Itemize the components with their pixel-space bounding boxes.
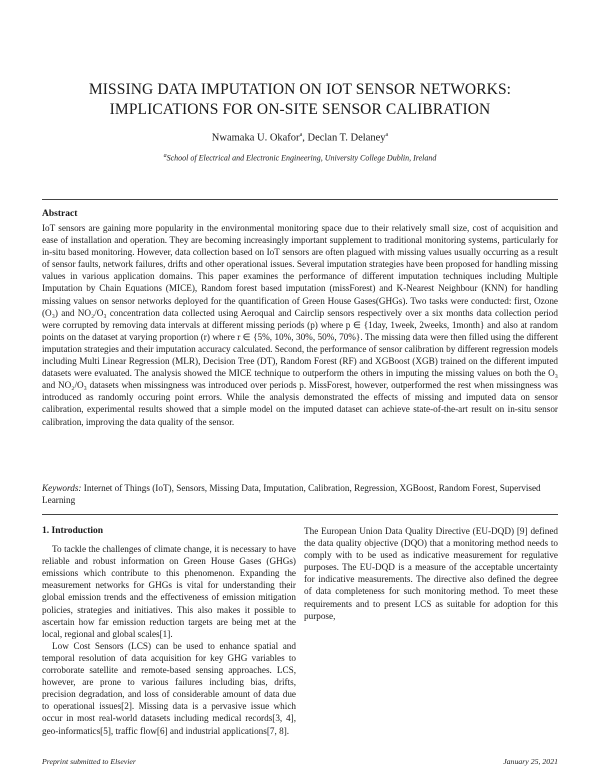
divider-bottom	[42, 514, 558, 515]
intro-paragraph-3: The European Union Data Quality Directive (EU-DQD) [9] defined the data quality objective (DQO) that a monitoring method needs to comply with to be used as indicative measurement for regulative purposes. The EU-DQD is a measure of the acceptable uncertainty for indicative measurements. The directive also defined the degree of data completeness for such monitoring method. To meet these requirements and to present LCS as suitable for adoption for this purpose,	[304, 526, 558, 621]
affiliation-marker: a	[163, 153, 167, 159]
abstract-text: IoT sensors are gaining more popularity in the environmental monitoring space due to their relatively small size, cost of acquisition and ease of installation and operation. They are becoming increasingly important supplement to traditional monitoring systems, particularly for in-situ based monitoring. However, data collection based on IoT sensors are often plagued with missing values usually occurring as a result of sensor faults, network failures, drifts and other operational issues. Several imputation strategies have been proposed for handling missing values in various application domains. This paper examines the performance of different imputation techniques including Multiple Imputation by Chain Equations (MICE), Random forest based imputation (missForest) and K-Nearest Neighbour (KNN) for handling missing values on sensor networks deployed for the quantification of Green House Gases(GHGs). Two tasks were conducted: first, Ozone (O₃) and NO₂/O₃ concentration data collected using Aeroqual and Cairclip sensors respectively over a six months data collection period were corrupted by removing data intervals at different missing periods (p) where p ∈ {1day, 1week, 2weeks, 1month} and also at random points on the dataset at varying proportion (r) where r ∈ {5%, 10%, 30%, 50%, 70%}. The missing data were then filled using the different imputation strategies and their imputation accuracy calculated. Second, the performance of sensor calibration by different regression models including Multi Linear Regression (MLR), Decision Tree (DT), Random Forest (RF) and XGBoost (XGB) trained on the different imputed datasets were evaluated. The analysis showed the MICE technique to outperform the others in imputing the missing values on both the O₃ and NO₂/O₃ datasets when missingness was introduced over periods p. MissForest, however, outperformed the rest when missingness was introduced as randomly occuring point errors. While the analysis demonstrated the effects of missing and imputed data on sensor calibration, experimental results showed that a simple model on the imputed dataset can achieve state-of-the-art result on in-situ sensor calibration, improving the data quality of the sensor.	[42, 223, 558, 427]
paper-title	[40, 80, 560, 120]
footer-preprint: Preprint submitted to Elsevier	[42, 757, 136, 766]
author-list	[40, 132, 560, 144]
keywords	[42, 482, 558, 506]
column-right	[304, 525, 558, 622]
intro-paragraph-2: Low Cost Sensors (LCS) can be used to enhance spatial and temporal resolution of data acquisition for key GHG variables to corroborate satellite and remote-based sensing approaches. LCS, however, are prone to various failures including bias, drifts, precision degradation, and loss of considerable amount of data due to operational issues[2]. Missing data is a pervasive issue which occur in most real-world datasets including medical records[3, 4], geo-informatics[5], traffic flow[6] and industrial applications[7, 8].	[42, 640, 296, 736]
affiliation-marker: a	[299, 132, 303, 138]
intro-paragraph-1: To tackle the challenges of climate change, it is necessary to have reliable and robust information on Green House Gases (GHGs) emissions which contribute to this phenomenon. Expanding the measurement networks for GHGs is vital for understanding their global emission trends and the effectiveness of emission mitigation policies, strategies and initiatives. This also makes it possible to ascertain how far emission reduction targets are being met at the local, regional and global scales[1].	[42, 544, 296, 639]
author-name: Nwamaka U. Okafor	[211, 132, 300, 144]
title-line-1: MISSING DATA IMPUTATION ON IOT SENSOR NETWORKS:	[88, 81, 512, 98]
title-line-2: IMPLICATIONS FOR ON-SITE SENSOR CALIBRATION	[109, 101, 491, 118]
author-separator: ,	[302, 132, 308, 144]
keywords-text: Internet of Things (IoT), Sensors, Missing Data, Imputation, Calibration, Regression, XGBoost, Random Forest, Supervised Learning	[42, 483, 541, 506]
abstract-heading: Abstract	[42, 209, 78, 219]
author-name: Declan T. Delaney	[307, 132, 386, 144]
footer-date: January 25, 2021	[503, 757, 558, 766]
affiliation	[40, 153, 560, 163]
column-left	[42, 525, 296, 737]
section-heading: 1. Introduction	[42, 526, 104, 536]
affiliation-text: School of Electrical and Electronic Engineering, University College Dublin, Ireland	[166, 153, 437, 163]
divider-top	[42, 199, 558, 200]
keywords-label: Keywords:	[42, 483, 82, 493]
affiliation-marker: a	[385, 132, 389, 138]
